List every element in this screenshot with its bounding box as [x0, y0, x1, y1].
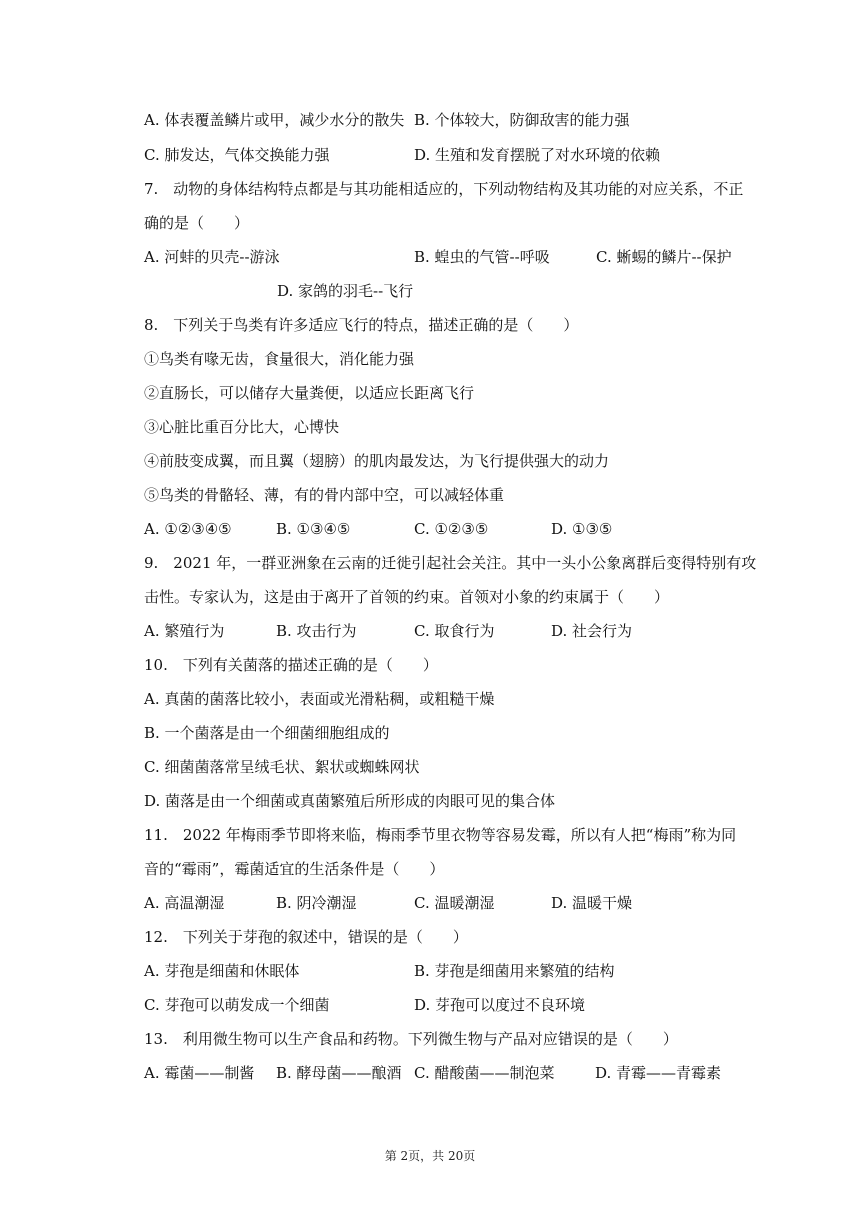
q8-option-d: D. ①③⑤ — [551, 520, 613, 538]
q8-option-a: A. ①②③④⑤ — [144, 520, 232, 538]
q11-option-b: B. 阴冷潮湿 — [276, 894, 357, 912]
q12-option-b: B. 芽孢是细菌用来繁殖的结构 — [414, 962, 615, 980]
q8-option-b: B. ①③④⑤ — [276, 520, 351, 538]
q7-option-b: B. 蝗虫的气管--呼吸 — [414, 248, 550, 266]
q8-option-c: C. ①②③⑤ — [414, 520, 489, 538]
q12-stem: 12. 下列关于芽孢的叙述中，错误的是（ ） — [144, 928, 468, 946]
q9-option-a: A. 繁殖行为 — [144, 622, 225, 640]
q8-statement-1: ①鸟类有喙无齿，食量很大，消化能力强 — [144, 350, 415, 368]
q8-statement-4: ④前肢变成翼，而且翼（翅膀）的肌肉最发达，为飞行提供强大的动力 — [144, 452, 610, 470]
q12-option-c: C. 芽孢可以萌发成一个细菌 — [144, 996, 330, 1014]
q11-option-a: A. 高温潮湿 — [144, 894, 225, 912]
q8-stem: 8. 下列关于鸟类有许多适应飞行的特点，描述正确的是（ ） — [144, 316, 579, 334]
q8-statement-2: ②直肠长，可以储存大量粪便，以适应长距离飞行 — [144, 384, 475, 402]
q11-stem-line1: 11. 2022 年梅雨季节即将来临，梅雨季节里衣物等容易发霉，所以有人把“梅雨”称为同 — [144, 826, 737, 844]
q9-stem-line1: 9. 2021 年，一群亚洲象在云南的迁徙引起社会关注。其中一头小公象离群后变得特别有攻 — [144, 554, 757, 572]
q6-option-b: B. 个体较大，防御敌害的能力强 — [414, 111, 630, 129]
q13-option-c: C. 醋酸菌——制泡菜 — [414, 1064, 555, 1082]
q7-stem-line1: 7. 动物的身体结构特点都是与其功能相适应的，下列动物结构及其功能的对应关系，不正 — [144, 180, 744, 198]
q13-option-a: A. 霉菌——制酱 — [144, 1064, 255, 1082]
q13-stem: 13. 利用微生物可以生产食品和药物。下列微生物与产品对应错误的是（ ） — [144, 1030, 678, 1048]
q7-option-d: D. 家鸽的羽毛--飞行 — [277, 282, 414, 300]
q6-option-a: A. 体表覆盖鳞片或甲，减少水分的散失 — [144, 111, 405, 129]
q13-option-b: B. 酵母菌——酿酒 — [276, 1064, 402, 1082]
page-number-footer: 第 2页，共 20页 — [384, 1149, 476, 1163]
q9-stem-line2: 击性。专家认为，这是由于离开了首领的约束。首领对小象的约束属于（ ） — [144, 588, 670, 606]
q10-option-b: B. 一个菌落是由一个细菌细胞组成的 — [144, 724, 390, 742]
q10-option-d: D. 菌落是由一个细菌或真菌繁殖后所形成的肉眼可见的集合体 — [144, 792, 556, 810]
q6-option-c: C. 肺发达，气体交换能力强 — [144, 146, 330, 164]
q11-option-c: C. 温暖潮湿 — [414, 894, 495, 912]
q9-option-c: C. 取食行为 — [414, 622, 495, 640]
q8-statement-5: ⑤鸟类的骨骼轻、薄，有的骨内部中空，可以减轻体重 — [144, 486, 505, 504]
q9-option-d: D. 社会行为 — [551, 622, 633, 640]
q7-option-a: A. 河蚌的贝壳--游泳 — [144, 248, 280, 266]
q10-stem: 10. 下列有关菌落的描述正确的是（ ） — [144, 656, 438, 674]
q10-option-a: A. 真菌的菌落比较小，表面或光滑粘稠，或粗糙干燥 — [144, 690, 495, 708]
q7-option-c: C. 蜥蜴的鳞片--保护 — [596, 248, 732, 266]
q6-option-d: D. 生殖和发育摆脱了对水环境的依赖 — [414, 146, 661, 164]
q9-option-b: B. 攻击行为 — [276, 622, 357, 640]
q7-stem-line2: 确的是（ ） — [144, 214, 250, 232]
q13-option-d: D. 青霉——青霉素 — [595, 1064, 722, 1082]
q12-option-d: D. 芽孢可以度过不良环境 — [414, 996, 586, 1014]
q11-option-d: D. 温暖干燥 — [551, 894, 633, 912]
q11-stem-line2: 音的“霉雨”，霉菌适宜的生活条件是（ ） — [144, 860, 445, 878]
q10-option-c: C. 细菌菌落常呈绒毛状、絮状或蜘蛛网状 — [144, 758, 420, 776]
q12-option-a: A. 芽孢是细菌和休眠体 — [144, 962, 300, 980]
q8-statement-3: ③心脏比重百分比大，心博快 — [144, 418, 340, 436]
